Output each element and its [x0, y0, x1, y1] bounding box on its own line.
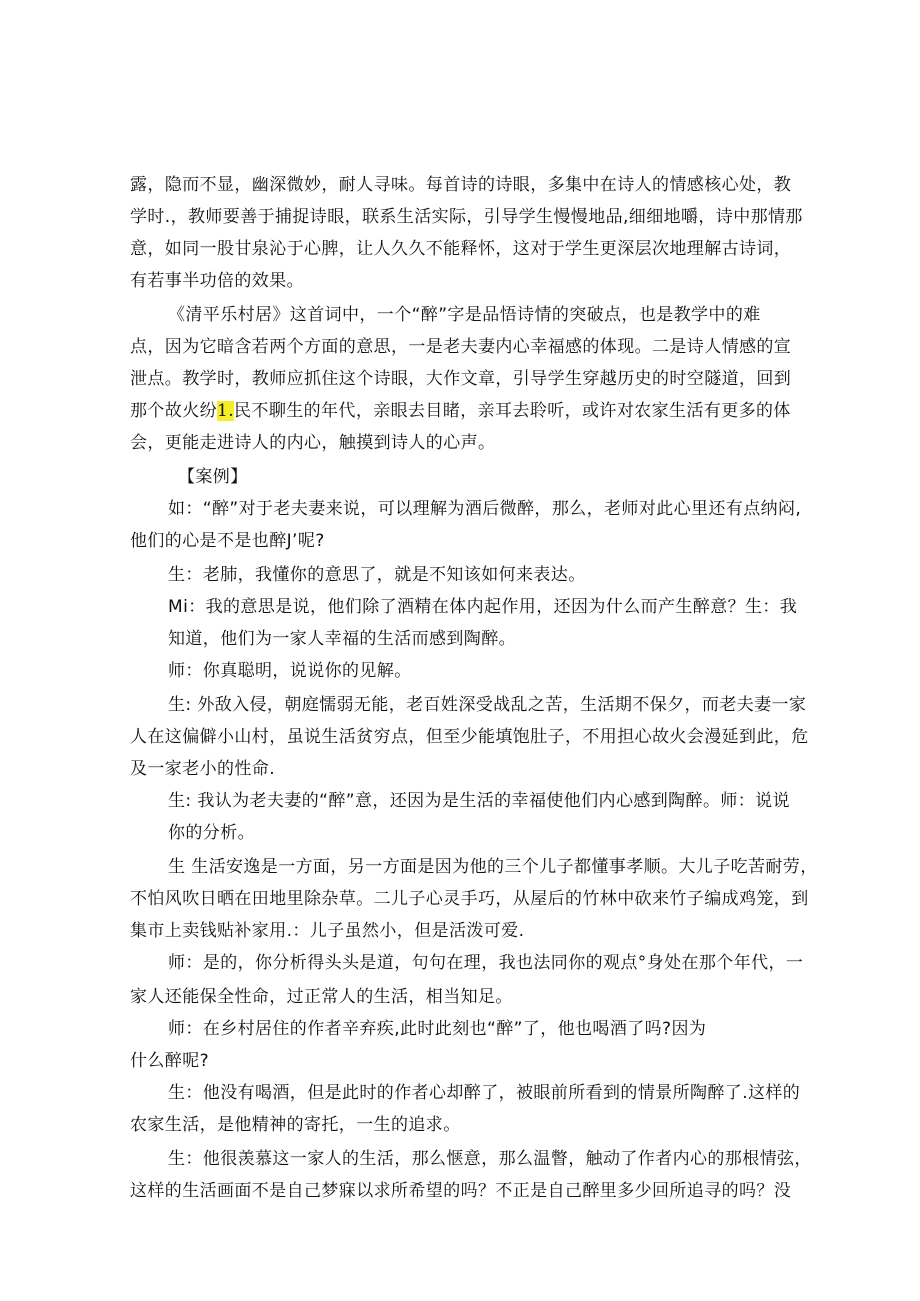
- text-line: 《清平乐村居》这首词中，一个“醉”字是品悟诗情的突破点，也是教学中的难: [168, 305, 761, 325]
- text-line: 这样的生活画面不是自己梦寐以求所希望的吗？不正是自己醉里多少回所追寻的吗？没: [130, 1181, 792, 1201]
- text-line: 生：他很羡慕这一家人的生活，那么惬意，那么温瞥，触动了作者内心的那根情弦，: [168, 1149, 812, 1169]
- text-line: 会，更能走进诗人的内心，触摸到诗人的心声。: [130, 433, 496, 453]
- text-line: 知道，他们为一家人幸福的生活而感到陶醉。: [168, 629, 516, 649]
- text-segment: 民不聊生的年代，亲眼去目睹，亲耳去聆听，或许对农家生活有更多的体: [234, 401, 791, 421]
- text-line: 什么醉呢?: [130, 1051, 210, 1071]
- text-line: [130, 400, 791, 422]
- text-line: 生：他没有喝酒，但是此时的作者心却醉了，被眼前所看到的情景所陶醉了.这样的: [168, 1083, 801, 1103]
- text-line: Mi：我的意思是说，他们除了酒精在体内起作用，还因为什么而产生醉意？生：我: [168, 597, 798, 617]
- text-line: 生：老肺，我懂你的意思了，就是不知该如何来表达。: [168, 565, 586, 585]
- text-line: 意，如同一股甘泉沁于心脾，让人久久不能释怀，这对于学生更深层次地理解古诗词，: [130, 239, 792, 259]
- text-line: 露，隐而不显，幽深微妙，耐人寻味。每首诗的诗眼，多集中在诗人的情感核心处，教: [130, 175, 792, 195]
- text-segment: 那个故火纷: [130, 401, 217, 421]
- text-line: 集市上卖钱贴补家用.：儿子虽然小，但是活泼可爱.: [130, 921, 525, 941]
- section-heading: 【案例】: [178, 467, 248, 487]
- text-line: 师：是的，你分析得头头是道，句句在理，我也法同你的观点°身处在那个年代，一: [168, 953, 804, 973]
- text-line: 泄点。教学时，教师应抓住这个诗眼，大作文章，引导学生穿越历史的时空隧道，回到: [130, 369, 792, 389]
- text-line: 有若事半功倍的效果。: [130, 271, 304, 291]
- text-line: 生: 外敌入侵，朝庭懦弱无能，老百姓深受战乱之苦，生活期不保夕，而老夫妻一家: [168, 695, 807, 715]
- text-line: 及一家老小的性命.: [130, 759, 276, 779]
- text-line: 如：“醉”对于老夫妻来说，可以理解为酒后微醉，那么，老师对此心里还有点纳闷,: [168, 499, 802, 519]
- text-line: 不怕风吹日晒在田地里除杂草。二儿子心灵手巧，从屋后的竹林中砍来竹子编成鸡笼，到: [130, 889, 809, 909]
- highlight-mark: 1.: [217, 401, 235, 421]
- text-line: 农家生活，是他精神的寄托，一生的追求。: [130, 1115, 461, 1135]
- text-line: 师：你真聪明，说说你的见解。: [168, 661, 412, 681]
- text-line: 生: 我认为老夫妻的“醉”意，还因为是生活的幸福使他们内心感到陶醉。师：说说: [168, 791, 790, 811]
- text-line: 家人还能保全性命，过正常人的生活，相当知足。: [130, 987, 513, 1007]
- text-line: 人在这偏僻小山村，虽说生活贫穷点，但至少能填饱肚子，不用担心故火会漫延到此，危: [130, 727, 809, 747]
- text-line: 他们的心是不是也醉J’呢?: [130, 531, 325, 551]
- text-line: 师：在乡村居住的作者辛弃疾,此时此刻也“醉”了，他也喝酒了吗?因为: [168, 1019, 707, 1039]
- text-line: 点，因为它暗含若两个方面的意思，一是老夫妻内心幸福感的体现。二是诗人情感的宣: [130, 337, 792, 357]
- text-line: 生 生活安逸是一方面，另一方面是因为他的三个儿子都懂事孝顺。大儿子吃苦耐劳，: [168, 857, 818, 877]
- text-line: 你的分析。: [168, 823, 255, 843]
- text-line: 学时.，教师要善于捕捉诗眼，联系生活实际，引导学生慢慢地品,细细地嚼，诗中那情那: [130, 207, 803, 227]
